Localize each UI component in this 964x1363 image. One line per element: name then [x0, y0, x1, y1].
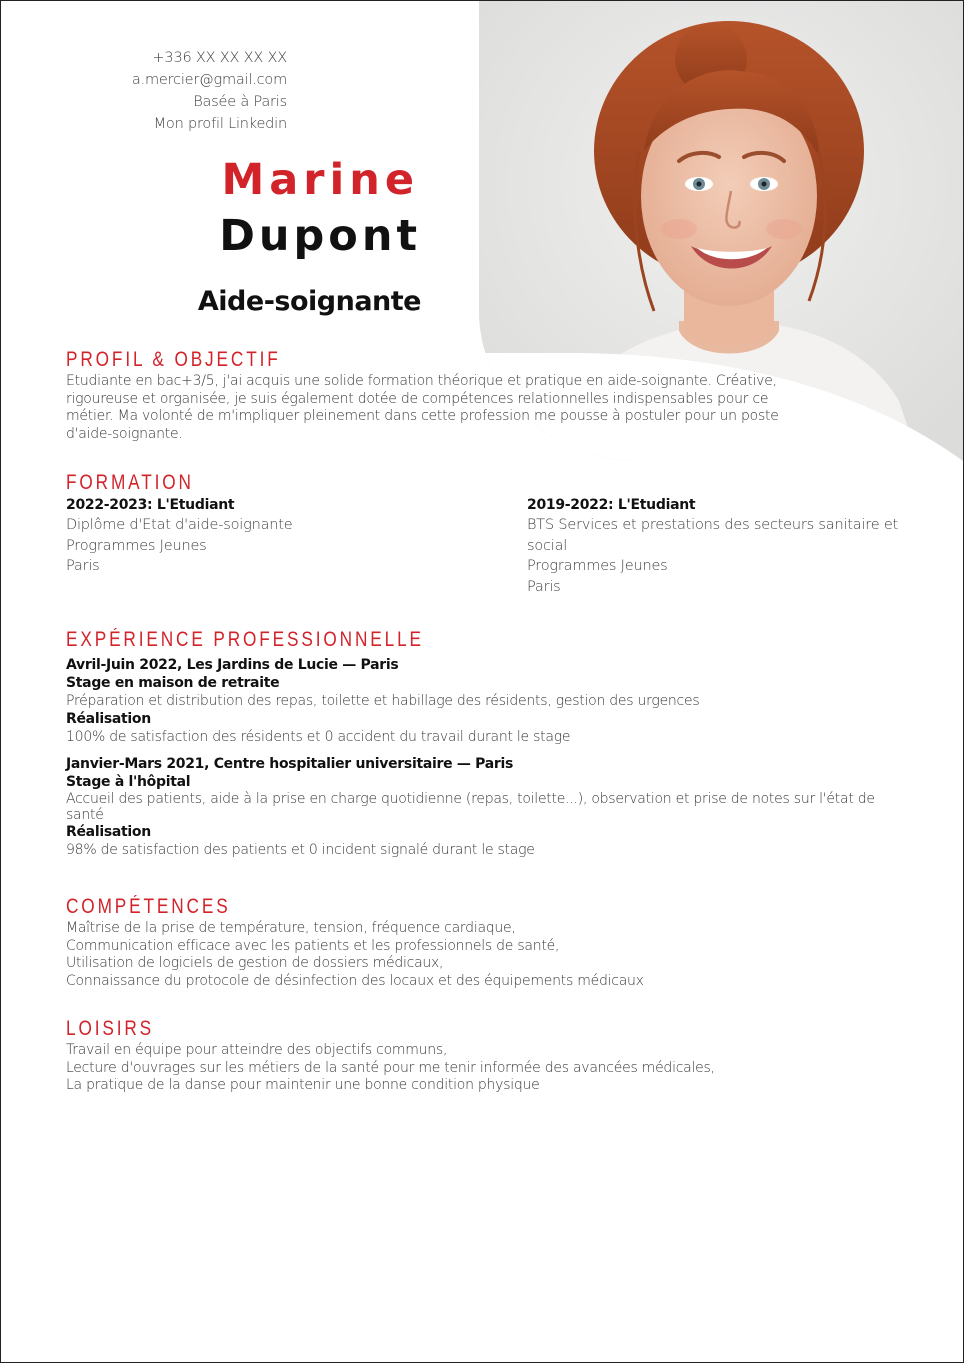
- experience-role: Stage à l'hôpital: [66, 774, 191, 790]
- achievement-label: Réalisation: [66, 711, 151, 727]
- formation-line: Diplôme d'Etat d'aide-soignante: [66, 517, 293, 533]
- formation-line: Programmes Jeunes: [66, 537, 207, 554]
- section-title-experience: EXPÉRIENCE PROFESSIONNELLE: [66, 628, 424, 651]
- experience-description: Préparation et distribution des repas, toilette et habillage des résidents, gestion des urgences: [66, 693, 700, 709]
- job-title: Aide-soignante: [197, 286, 421, 317]
- achievement-label: Réalisation: [66, 824, 151, 840]
- section-title-profile: PROFIL & OBJECTIF: [66, 348, 281, 371]
- formation-entry: [66, 495, 292, 577]
- experience-role: Stage en maison de retraite: [66, 675, 280, 691]
- formation-entry: [527, 495, 898, 597]
- section-title-hobbies: LOISIRS: [66, 1017, 155, 1040]
- location: Basée à Paris: [193, 94, 287, 110]
- linkedin-link[interactable]: Mon profil Linkedin: [153, 116, 287, 132]
- hobby-item: Travail en équipe pour atteindre des objectifs communs,: [66, 1042, 448, 1058]
- section-title-formation: FORMATION: [66, 471, 194, 494]
- email-link[interactable]: a.mercier@gmail.com: [131, 72, 287, 88]
- skill-item: Communication efficace avec les patients et les professionnels de santé,: [66, 937, 560, 954]
- skills-list: [66, 920, 644, 990]
- experience-entry: [66, 755, 875, 859]
- formation-line: BTS Services et prestations des secteurs sanitaire et: [527, 517, 899, 533]
- formation-line: social: [527, 537, 568, 554]
- skill-item: Maîtrise de la prise de température, tension, fréquence cardiaque,: [66, 920, 516, 936]
- formation-heading: 2019-2022: L'Etudiant: [527, 497, 696, 513]
- profile-line: Etudiante en bac+3/5, j'ai acquis une solide formation théorique et pratique en aide-soignante. Créative,: [66, 373, 777, 389]
- formation-heading: 2022-2023: L'Etudiant: [66, 497, 235, 513]
- phone-number: +336 XX XX XX XX: [152, 50, 287, 66]
- formation-line: Paris: [66, 558, 100, 574]
- skill-item: Connaissance du protocole de désinfection des locaux et des équipements médicaux: [66, 972, 644, 989]
- contact-block: [132, 47, 287, 135]
- skill-item: Utilisation de logiciels de gestion de dossiers médicaux,: [66, 955, 444, 971]
- experience-description: Accueil des patients, aide à la prise en charge quotidienne (repas, toilette...), observation et prise de notes sur l'état de: [66, 791, 875, 807]
- profile-line: métier. Ma volonté de m'impliquer pleinement dans cette profession me pousse à postuler pour un poste: [66, 408, 779, 424]
- section-title-skills: COMPÉTENCES: [66, 895, 231, 918]
- hobby-item: Lecture d'ouvrages sur les métiers de la santé pour me tenir informée des avancées médicales,: [66, 1059, 715, 1076]
- achievement-text: 98% de satisfaction des patients et 0 incident signalé durant le stage: [66, 842, 535, 858]
- experience-description: santé: [66, 807, 104, 823]
- achievement-text: 100% de satisfaction des résidents et 0 accident du travail durant le stage: [66, 729, 571, 745]
- hobbies-list: [66, 1042, 715, 1095]
- profile-text: [66, 373, 779, 443]
- formation-line: Programmes Jeunes: [527, 558, 668, 574]
- experience-heading: Janvier-Mars 2021, Centre hospitalier universitaire — Paris: [66, 756, 514, 772]
- profile-line: d'aide-soignante.: [66, 425, 183, 442]
- last-name: Dupont: [219, 211, 421, 261]
- experience-entry: [66, 656, 699, 746]
- formation-line: Paris: [527, 578, 561, 595]
- first-name: Marine: [221, 155, 419, 205]
- hobby-item: La pratique de la danse pour maintenir une bonne condition physique: [66, 1077, 540, 1093]
- experience-heading: Avril-Juin 2022, Les Jardins de Lucie — Paris: [66, 657, 399, 673]
- profile-line: rigoureuse et organisée, je suis également dotée de compétences relationnelles indispensables pour ce: [66, 390, 769, 407]
